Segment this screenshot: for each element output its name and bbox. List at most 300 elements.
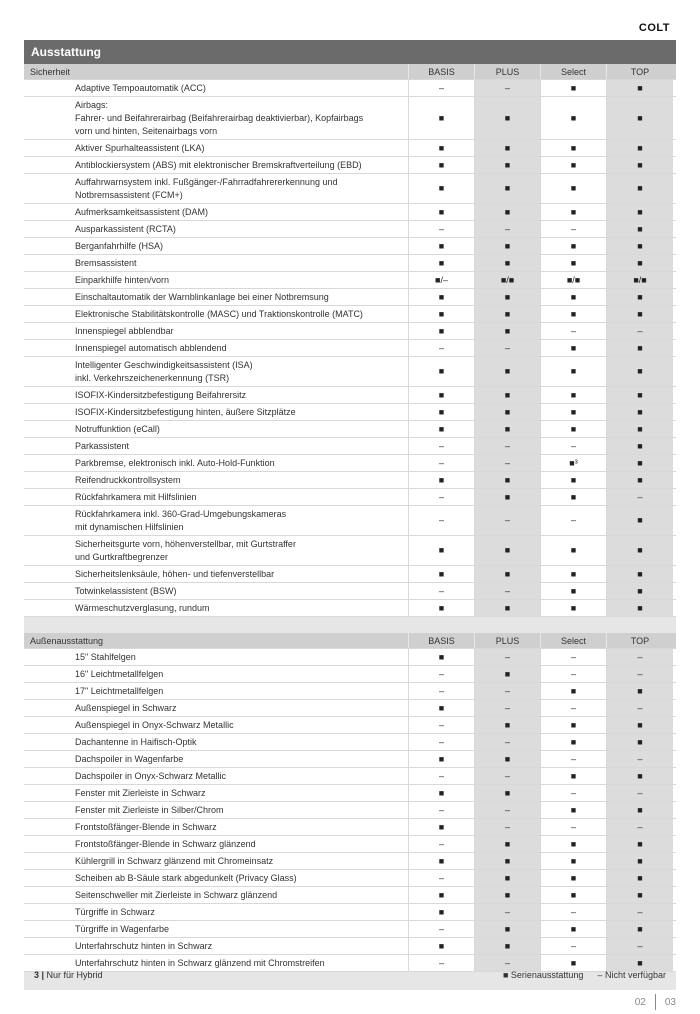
feature-label: Aktiver Spurhalteassistent (LKA) [24, 140, 409, 156]
value-cell: ■ [541, 566, 607, 582]
value-cell: ■ [607, 204, 673, 220]
table-row [24, 853, 676, 870]
table-header-title: Sicherheit [24, 64, 409, 79]
value-cell: ■ [541, 536, 607, 565]
value-cell: ■ [541, 255, 607, 271]
column-header: PLUS [475, 64, 541, 79]
table-header [24, 633, 676, 649]
table-row [24, 683, 676, 700]
value-cell: ■ [607, 768, 673, 784]
value-cell: ■ [607, 97, 673, 139]
value-cell: ■ [475, 836, 541, 852]
value-cell: ■ [607, 583, 673, 599]
value-cell: ■ [607, 289, 673, 305]
value-cell: ■ [409, 904, 475, 920]
value-cell: ■ [475, 421, 541, 437]
value-cell: ■ [475, 204, 541, 220]
value-cell: ■ [409, 306, 475, 322]
value-cell: – [475, 438, 541, 454]
feature-label: Innenspiegel automatisch abblendend [24, 340, 409, 356]
value-cell: ■ [475, 357, 541, 386]
value-cell: ■ [541, 853, 607, 869]
value-cell: – [409, 221, 475, 237]
table-row [24, 340, 676, 357]
value-cell: – [541, 506, 607, 535]
feature-label: Dachspoiler in Wagenfarbe [24, 751, 409, 767]
value-cell: ■/– [409, 272, 475, 288]
value-cell: ■ [475, 255, 541, 271]
value-cell: ■ [409, 204, 475, 220]
value-cell: ■ [607, 455, 673, 471]
table-row [24, 140, 676, 157]
value-cell: ■ [475, 387, 541, 403]
value-cell: – [409, 802, 475, 818]
feature-label: Ausparkassistent (RCTA) [24, 221, 409, 237]
feature-label: 17" Leichtmetallfelgen [24, 683, 409, 699]
feature-label: Reifendruckkontrollsystem [24, 472, 409, 488]
table-row [24, 904, 676, 921]
value-cell: ■ [541, 836, 607, 852]
value-cell: ■ [475, 921, 541, 937]
value-cell: ■ [607, 870, 673, 886]
table-row [24, 357, 676, 387]
pagination [635, 994, 676, 1010]
value-cell: ■ [607, 506, 673, 535]
value-cell: – [409, 455, 475, 471]
table-row [24, 836, 676, 853]
value-cell: – [475, 583, 541, 599]
table-row [24, 174, 676, 204]
feature-label: Rückfahrkamera mit Hilfslinien [24, 489, 409, 505]
value-cell: ■ [541, 683, 607, 699]
table-row [24, 221, 676, 238]
table-row [24, 387, 676, 404]
value-cell: ■ [541, 340, 607, 356]
feature-label: Innenspiegel abblendbar [24, 323, 409, 339]
equipment-tables [24, 64, 676, 972]
table-row [24, 938, 676, 955]
value-cell: ■ [409, 357, 475, 386]
value-cell: ■/■ [607, 272, 673, 288]
value-cell: ■ [607, 174, 673, 203]
table-header-title: Außenausstattung [24, 633, 409, 648]
value-cell: ■ [607, 887, 673, 903]
table-gap [24, 617, 676, 633]
table-row [24, 238, 676, 255]
value-cell: ■ [541, 489, 607, 505]
value-cell: ■ [409, 566, 475, 582]
feature-label: Adaptive Tempoautomatik (ACC) [24, 80, 409, 96]
feature-label: Einschaltautomatik der Warnblinkanlage bei einer Notbremsung [24, 289, 409, 305]
footnote-text: Nur für Hybrid [46, 970, 103, 980]
value-cell: – [541, 221, 607, 237]
footnote [34, 970, 503, 980]
value-cell: ■ [607, 340, 673, 356]
feature-label: Fenster mit Zierleiste in Silber/Chrom [24, 802, 409, 818]
feature-label: Außenspiegel in Schwarz [24, 700, 409, 716]
value-cell: ■ [409, 97, 475, 139]
value-cell: ■ [541, 289, 607, 305]
table-row [24, 204, 676, 221]
feature-label: Seitenschweller mit Zierleiste in Schwarz glänzend [24, 887, 409, 903]
value-cell: – [607, 700, 673, 716]
value-cell: ■ [475, 238, 541, 254]
value-cell: – [475, 802, 541, 818]
column-header: TOP [630, 636, 650, 646]
value-cell: ■ [409, 404, 475, 420]
value-cell: ■ [409, 255, 475, 271]
value-cell: ■ [409, 157, 475, 173]
feature-label: Auffahrwarnsystem inkl. Fußgänger-/Fahrradfahrererkennung und Notbremsassistent (FCM+) [24, 174, 409, 203]
value-cell: ■ [541, 238, 607, 254]
value-cell: ■ [541, 955, 607, 971]
column-header: Select [541, 64, 607, 79]
value-cell: ■ [607, 80, 673, 96]
column-header: BASIS [409, 633, 475, 648]
feature-label: Aufmerksamkeitsassistent (DAM) [24, 204, 409, 220]
table-row [24, 255, 676, 272]
value-cell: ■ [541, 306, 607, 322]
table-row [24, 289, 676, 306]
value-cell: ■ [607, 140, 673, 156]
value-cell: – [409, 340, 475, 356]
table-row [24, 80, 676, 97]
table-row [24, 734, 676, 751]
table-row [24, 700, 676, 717]
value-cell: – [409, 734, 475, 750]
feature-label: Parkassistent [24, 438, 409, 454]
legend [503, 970, 666, 980]
value-cell: – [409, 683, 475, 699]
value-cell: ■ [409, 140, 475, 156]
value-cell: ■/■ [541, 272, 607, 288]
equipment-sheet [24, 40, 676, 990]
table-row [24, 472, 676, 489]
value-cell: ■ [475, 600, 541, 616]
page-right: 03 [664, 996, 676, 1008]
value-cell: – [409, 80, 475, 96]
legend-standard: ■ Serienausstattung [502, 970, 584, 980]
value-cell: – [475, 80, 541, 96]
table-row [24, 489, 676, 506]
table-row [24, 649, 676, 666]
footer [24, 960, 676, 990]
table-row [24, 751, 676, 768]
value-cell: ■ [475, 323, 541, 339]
value-cell: ■ [475, 666, 541, 682]
table-row [24, 921, 676, 938]
table-row [24, 819, 676, 836]
table-row [24, 802, 676, 819]
value-cell: – [541, 438, 607, 454]
value-cell: ■ [541, 404, 607, 420]
feature-label: ISOFIX-Kindersitzbefestigung hinten, äußere Sitzplätze [24, 404, 409, 420]
value-cell: ■ [541, 802, 607, 818]
legend-not-available: – Nicht verfügbar [597, 970, 666, 980]
feature-label: Antiblockiersystem (ABS) mit elektronischer Bremskraftverteilung (EBD) [24, 157, 409, 173]
table-row [24, 97, 676, 140]
feature-label: Parkbremse, elektronisch inkl. Auto-Hold-Funktion [24, 455, 409, 471]
value-cell: ■ [607, 421, 673, 437]
table-row [24, 323, 676, 340]
value-cell: – [541, 649, 607, 665]
value-cell: ■ [541, 421, 607, 437]
value-cell: ■ [607, 404, 673, 420]
table-header [24, 64, 676, 80]
value-cell: – [475, 506, 541, 535]
value-cell: ■ [475, 785, 541, 801]
feature-label: Dachspoiler in Onyx-Schwarz Metallic [24, 768, 409, 784]
value-cell: ■ [475, 938, 541, 954]
feature-label: Scheiben ab B-Säule stark abgedunkelt (Privacy Glass) [24, 870, 409, 886]
value-cell: – [475, 904, 541, 920]
value-cell: – [541, 819, 607, 835]
value-cell: ■ [541, 80, 607, 96]
column-header: Select [541, 633, 607, 648]
value-cell: ■ [607, 717, 673, 733]
value-cell: – [607, 819, 673, 835]
feature-label: Unterfahrschutz hinten in Schwarz [24, 938, 409, 954]
feature-label: Intelligenter Geschwindigkeitsassistent (ISA) inkl. Verkehrszeichenerkennung (TSR) [24, 357, 409, 386]
value-cell: ■ [475, 289, 541, 305]
value-cell: – [607, 785, 673, 801]
value-cell: ■ [409, 853, 475, 869]
value-cell: ■ [607, 921, 673, 937]
value-cell: ■ [475, 489, 541, 505]
value-cell: – [475, 955, 541, 971]
value-cell: ■ [409, 323, 475, 339]
value-cell: ■ [409, 600, 475, 616]
value-cell: ■ [475, 472, 541, 488]
value-cell: – [409, 955, 475, 971]
value-cell: ■³ [541, 455, 607, 471]
table-row [24, 404, 676, 421]
value-cell: – [409, 583, 475, 599]
page-separator [655, 994, 656, 1010]
feature-label: Bremsassistent [24, 255, 409, 271]
value-cell: ■ [607, 387, 673, 403]
table-row [24, 666, 676, 683]
table-row [24, 438, 676, 455]
value-cell: ■ [607, 472, 673, 488]
value-cell: – [541, 904, 607, 920]
value-cell: ■ [409, 751, 475, 767]
value-cell: ■ [607, 955, 673, 971]
table-row [24, 506, 676, 536]
feature-label: Kühlergrill in Schwarz glänzend mit Chromeinsatz [24, 853, 409, 869]
value-cell: ■ [541, 870, 607, 886]
value-cell: – [607, 323, 673, 339]
value-cell: ■ [607, 221, 673, 237]
value-cell: ■ [475, 174, 541, 203]
feature-label: Totwinkelassistent (BSW) [24, 583, 409, 599]
value-cell: ■ [475, 536, 541, 565]
value-cell: ■ [541, 472, 607, 488]
value-cell: ■ [475, 853, 541, 869]
value-cell: ■ [541, 387, 607, 403]
value-cell: – [541, 938, 607, 954]
value-cell: ■ [607, 238, 673, 254]
value-cell: – [541, 700, 607, 716]
value-cell: ■ [607, 853, 673, 869]
value-cell: ■ [475, 97, 541, 139]
value-cell: ■ [607, 438, 673, 454]
value-cell: ■ [541, 97, 607, 139]
feature-label: Dachantenne in Haifisch-Optik [24, 734, 409, 750]
value-cell: ■ [541, 174, 607, 203]
feature-label: Airbags: Fahrer- und Beifahrerairbag (Beifahrerairbag deaktivierbar), Kopfairbags vorn und hinten, Seitenairbags vorn [24, 97, 409, 139]
value-cell: ■ [409, 174, 475, 203]
value-cell: ■ [607, 255, 673, 271]
value-cell: – [541, 785, 607, 801]
value-cell: ■ [541, 140, 607, 156]
section-title: Ausstattung [24, 40, 676, 64]
value-cell: ■ [541, 357, 607, 386]
value-cell: ■ [541, 768, 607, 784]
table-row [24, 272, 676, 289]
value-cell: – [475, 455, 541, 471]
value-cell: ■ [607, 566, 673, 582]
table-row [24, 157, 676, 174]
table-row [24, 306, 676, 323]
value-cell: – [409, 506, 475, 535]
value-cell: ■ [409, 819, 475, 835]
table-row [24, 717, 676, 734]
page-left: 02 [634, 996, 646, 1008]
value-cell: – [409, 768, 475, 784]
value-cell: ■ [409, 785, 475, 801]
value-cell: – [409, 489, 475, 505]
footnote-number: 3 | [34, 970, 45, 980]
value-cell: – [409, 921, 475, 937]
value-cell: ■ [475, 751, 541, 767]
value-cell: ■ [541, 600, 607, 616]
table-row [24, 887, 676, 904]
brand-logo: COLT [638, 22, 670, 34]
feature-label: Frontstoßfänger-Blende in Schwarz glänzend [24, 836, 409, 852]
value-cell: – [409, 836, 475, 852]
value-cell: – [607, 649, 673, 665]
value-cell: ■ [541, 583, 607, 599]
value-cell: – [475, 700, 541, 716]
value-cell: – [409, 870, 475, 886]
value-cell: ■ [607, 357, 673, 386]
value-cell: ■ [409, 700, 475, 716]
value-cell: ■ [475, 870, 541, 886]
value-cell: – [475, 819, 541, 835]
table-row [24, 455, 676, 472]
feature-label: Sicherheitsgurte vorn, höhenverstellbar, mit Gurtstraffer und Gurtkraftbegrenzer [24, 536, 409, 565]
column-header: BASIS [409, 64, 475, 79]
value-cell: ■ [475, 887, 541, 903]
feature-label: Wärmeschutzverglasung, rundum [24, 600, 409, 616]
value-cell: ■ [409, 289, 475, 305]
value-cell: – [607, 938, 673, 954]
value-cell: – [409, 438, 475, 454]
feature-label: Außenspiegel in Onyx-Schwarz Metallic [24, 717, 409, 733]
value-cell: – [475, 221, 541, 237]
value-cell: ■ [541, 157, 607, 173]
table-row [24, 785, 676, 802]
value-cell: ■ [607, 600, 673, 616]
table-sicherheit [24, 64, 676, 617]
table-aussenausstattung [24, 633, 676, 972]
table-row [24, 536, 676, 566]
value-cell: ■ [541, 734, 607, 750]
value-cell: ■ [409, 938, 475, 954]
value-cell: – [475, 768, 541, 784]
value-cell: – [607, 489, 673, 505]
value-cell: – [541, 666, 607, 682]
value-cell: – [475, 649, 541, 665]
feature-label: Einparkhilfe hinten/vorn [24, 272, 409, 288]
value-cell: ■ [607, 734, 673, 750]
value-cell: – [475, 340, 541, 356]
value-cell: ■ [607, 683, 673, 699]
table-row [24, 600, 676, 617]
value-cell: – [475, 734, 541, 750]
feature-label: Türgriffe in Schwarz [24, 904, 409, 920]
value-cell: – [541, 751, 607, 767]
value-cell: ■/■ [475, 272, 541, 288]
value-cell: ■ [409, 421, 475, 437]
value-cell: – [541, 323, 607, 339]
value-cell: ■ [541, 887, 607, 903]
value-cell: ■ [475, 717, 541, 733]
feature-label: Berganfahrhilfe (HSA) [24, 238, 409, 254]
feature-label: Sicherheitslenksäule, höhen- und tiefenverstellbar [24, 566, 409, 582]
value-cell: ■ [607, 306, 673, 322]
feature-label: Frontstoßfänger-Blende in Schwarz [24, 819, 409, 835]
value-cell: ■ [409, 649, 475, 665]
feature-label: 15" Stahlfelgen [24, 649, 409, 665]
feature-label: Fenster mit Zierleiste in Schwarz [24, 785, 409, 801]
table-row [24, 870, 676, 887]
value-cell: – [409, 666, 475, 682]
value-cell: ■ [409, 472, 475, 488]
table-row [24, 421, 676, 438]
feature-label: Unterfahrschutz hinten in Schwarz glänzend mit Chromstreifen [24, 955, 409, 971]
value-cell: ■ [475, 140, 541, 156]
value-cell: ■ [541, 921, 607, 937]
value-cell: – [607, 751, 673, 767]
value-cell: ■ [475, 157, 541, 173]
table-row [24, 768, 676, 785]
column-header: TOP [630, 67, 650, 77]
feature-label: Elektronische Stabilitätskontrolle (MASC) und Traktionskontrolle (MATC) [24, 306, 409, 322]
feature-label: Türgriffe in Wagenfarbe [24, 921, 409, 937]
value-cell: ■ [607, 802, 673, 818]
value-cell: ■ [409, 238, 475, 254]
value-cell: ■ [607, 836, 673, 852]
feature-label: Notruffunktion (eCall) [24, 421, 409, 437]
value-cell: ■ [607, 536, 673, 565]
value-cell: ■ [541, 717, 607, 733]
column-header: PLUS [475, 633, 541, 648]
value-cell: – [607, 904, 673, 920]
value-cell: ■ [409, 536, 475, 565]
value-cell: ■ [475, 404, 541, 420]
value-cell: ■ [475, 566, 541, 582]
value-cell: ■ [409, 887, 475, 903]
value-cell: – [607, 666, 673, 682]
table-row [24, 583, 676, 600]
value-cell: ■ [541, 204, 607, 220]
feature-label: ISOFIX-Kindersitzbefestigung Beifahrersitz [24, 387, 409, 403]
value-cell: – [409, 717, 475, 733]
table-row [24, 566, 676, 583]
value-cell: ■ [607, 157, 673, 173]
